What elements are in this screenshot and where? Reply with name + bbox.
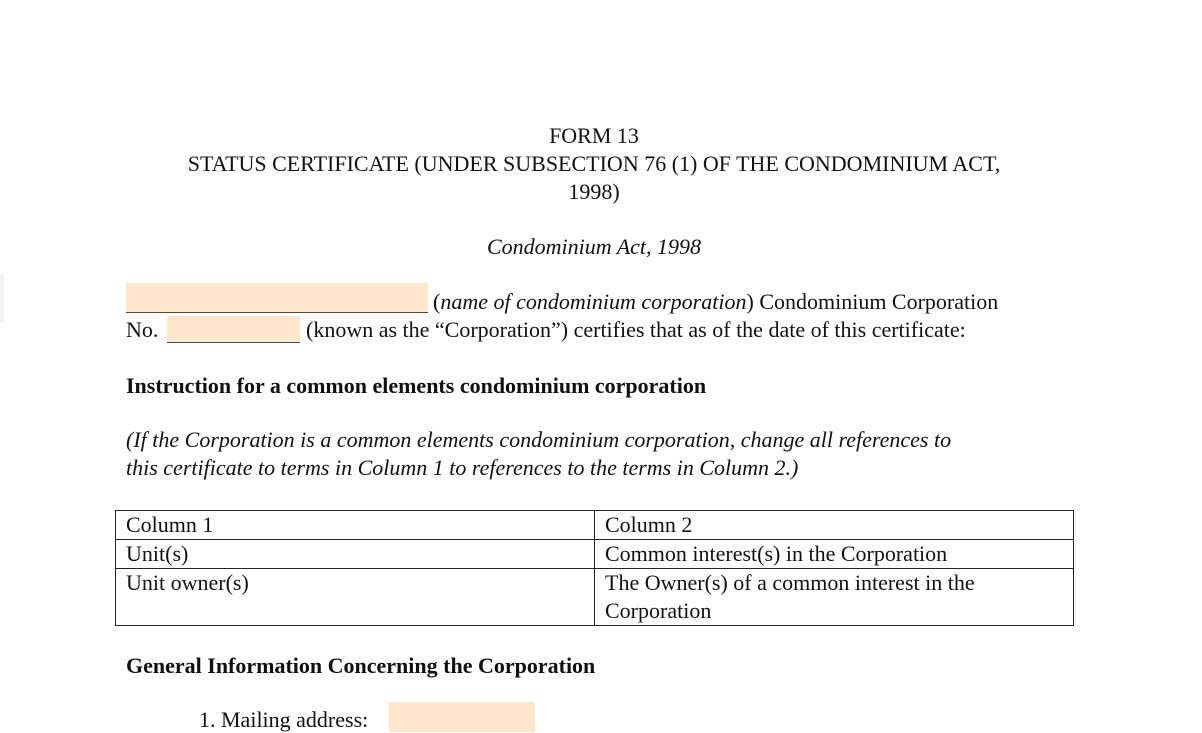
instruction-line1: (If the Corporation is a common elements condominium corporation, change all references to xyxy=(126,427,952,452)
corporation-number-field[interactable] xyxy=(167,316,300,343)
instruction-heading: Instruction for a common elements condominium corporation xyxy=(126,373,707,398)
table-row xyxy=(116,540,1074,569)
form-title-line1: STATUS CERTIFICATE (UNDER SUBSECTION 76 (1) OF THE CONDOMINIUM ACT, xyxy=(187,151,1001,176)
form-number: FORM 13 xyxy=(549,123,639,148)
table-cell: The Owner(s) of a common interest in the Corporation xyxy=(595,569,1074,626)
certifies-text: (known as the “Corporation”) certifies that as of the date of this certificate: xyxy=(306,317,966,342)
name-suffix: Condominium Corporation xyxy=(759,289,999,314)
name-hint: name of condominium corporation xyxy=(440,289,747,314)
window-edge xyxy=(0,275,4,323)
form-title-line2: 1998) xyxy=(568,179,620,204)
name-hint-line: (name of condominium corporation) Condominium Corporation xyxy=(433,289,999,314)
corporation-name-field[interactable] xyxy=(126,283,428,313)
table-cell: Column 2 xyxy=(595,511,1074,540)
mailing-address-field[interactable] xyxy=(389,702,535,732)
general-heading: General Information Concerning the Corporation xyxy=(126,653,596,678)
terms-table xyxy=(115,510,1074,626)
table-row xyxy=(116,511,1074,540)
table-row xyxy=(116,569,1074,626)
act-name: Condominium Act, 1998 xyxy=(486,234,702,259)
table-cell: Column 1 xyxy=(116,511,595,540)
table-cell: Unit(s) xyxy=(116,540,595,569)
mailing-address-label: 1. Mailing address: xyxy=(199,707,369,732)
instruction-line2: this certificate to terms in Column 1 to references to the terms in Column 2.) xyxy=(126,455,799,480)
table-cell: Common interest(s) in the Corporation xyxy=(595,540,1074,569)
table-cell: Unit owner(s) xyxy=(116,569,595,626)
no-label: No. xyxy=(126,317,159,342)
